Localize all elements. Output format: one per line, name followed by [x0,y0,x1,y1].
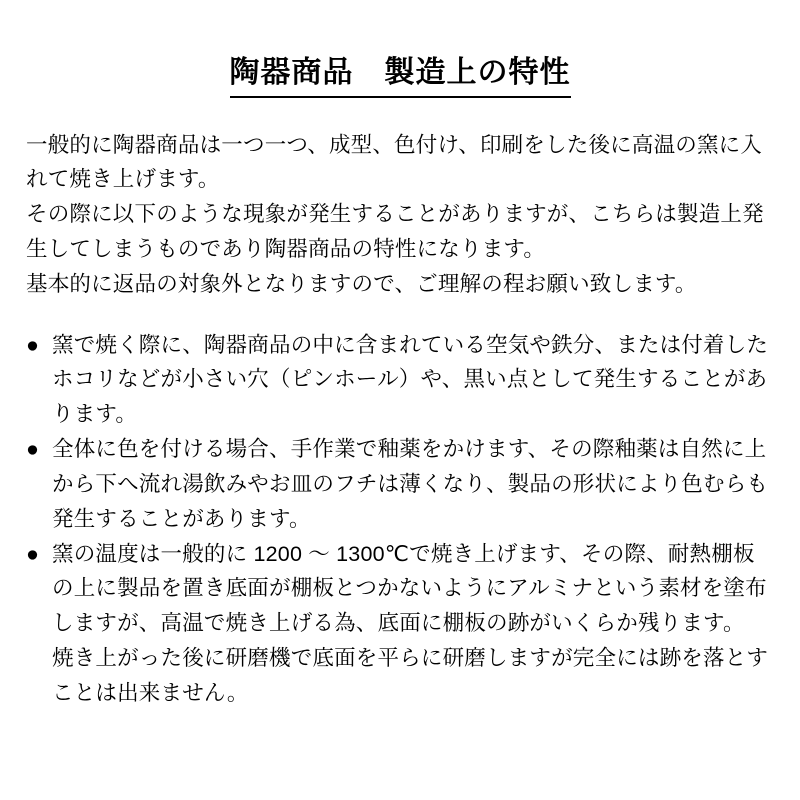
list-item [26,432,772,536]
list-item [26,328,772,432]
bullet-marker-icon: ● [26,332,40,357]
page-title-container [24,54,776,98]
bullet-marker-icon: ● [26,437,40,462]
intro-paragraph-1: 一般的に陶器商品は一つ一つ、成型、色付け、印刷をした後に高温の窯に入れて焼き上げます。 [26,132,763,192]
list-item-text: 窯の温度は一般的に 1200 ～ 1300℃で焼き上げます、その際、耐熱棚板の上に製品を置き底面が棚板とつかないようにアルミナという素材を塗布しますが、高温で焼き上げる為、底面に棚板の跡がいくらか残ります。 [52,541,767,636]
intro-section [24,128,776,302]
intro-paragraph-3: 基本的に返品の対象外となりますので、ご理解の程お願い致します。 [26,271,697,296]
bullet-marker-icon: ● [26,541,40,566]
closing-paragraph: 焼き上がった後に研磨機で底面を平らに研磨しますが完全には跡を落とすことは出来ません。 [52,646,769,705]
bullet-list [24,328,776,711]
intro-paragraph-2: その際に以下のような現象が発生することがありますが、こちらは製造上発生してしまうものであり陶器商品の特性になります。 [26,202,764,261]
list-item-text: 窯で焼く際に、陶器商品の中に含まれている空気や鉄分、または付着したホコリなどが小さい穴（ピンホール）や、黒い点として発生することがあります。 [52,332,769,427]
section-divider [24,302,776,328]
page-title: 陶器商品 製造上の特性 [230,54,571,98]
list-item-text: 全体に色を付ける場合、手作業で釉薬をかけます、その際釉薬は自然に上から下へ流れ湯飲みやお皿のフチは薄くなり、製品の形状により色むらも発生することがあります。 [52,437,769,531]
list-item [26,537,772,641]
